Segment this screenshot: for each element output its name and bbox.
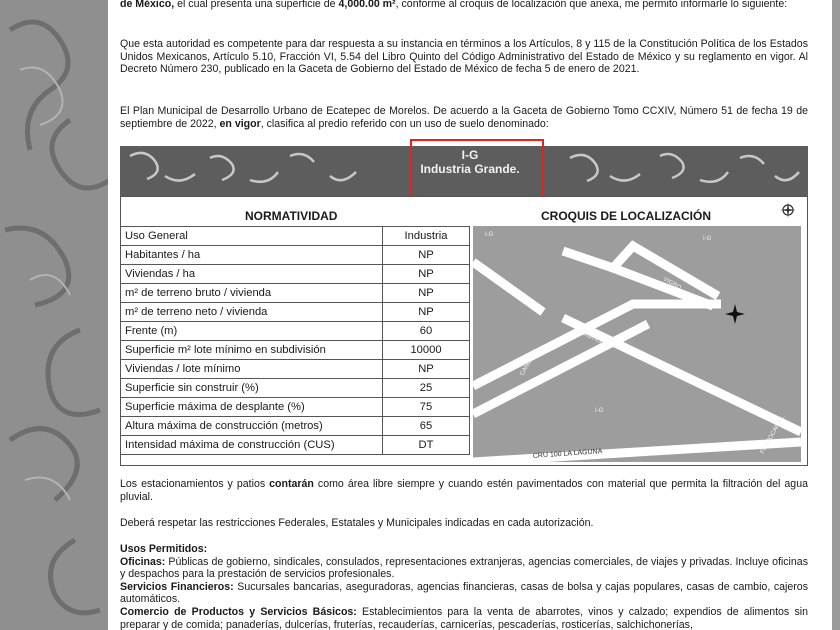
street-label: CAÑOTOS xyxy=(519,348,540,377)
row-value: NP xyxy=(383,246,470,265)
row-value: 10000 xyxy=(383,341,470,360)
comercio-text: Establecimientos para la venta de abarrotes, vinos y calzado; expendios de alimentos sin preparar y de comida; panaderías, dulcerías, fruterías, recauderías, carnicerías, pescaderías, rosticerías, salchichonerías, xyxy=(120,605,808,630)
table-row xyxy=(121,322,470,341)
row-value: DT xyxy=(383,436,470,455)
street-label: VIGRO xyxy=(662,276,682,292)
ornament-pattern xyxy=(0,0,108,630)
block-label: I-G xyxy=(485,232,494,238)
plan-paragraph: El Plan Municipal de Desarrollo Urbano de Ecatepec de Morelos. De acuerdo a la Gaceta de Gobierno Tomo CCXIV, Número 51 de fecha 19 de septiembre de 2022, en vigor, clasifica al predio referido con un uso de suelo denominado: xyxy=(120,105,808,130)
row-value: Industria xyxy=(383,227,470,246)
page-edge xyxy=(832,0,840,630)
intro-paragraph: de México, el cual presenta una superficie de 4,000.00 m², conforme al croquis de localización que anexa, me permito informarle lo siguiente: xyxy=(120,0,788,10)
usos-heading: Usos Permitidos: xyxy=(120,543,208,555)
table-row xyxy=(121,398,470,417)
row-label: m² de terreno bruto / vivienda xyxy=(121,284,383,303)
decorative-border xyxy=(0,0,108,630)
row-value: NP xyxy=(383,303,470,322)
competence-paragraph: Que esta autoridad es competente para dar respuesta a su instancia en términos a los Artículos, 8 y 115 de la Constitución Política de los Estados Unidos Mexicanos, Artículo 5.10, Fracción VI, 5.54 del Libro Quinto del Código Administrativo del Estado de México y su reglamento en vigor. Al Decreto Número 230, publicado en la Gaceta de Gobierno del Estado de México de fecha 5 de enero de 2021. xyxy=(120,38,808,76)
table-row xyxy=(121,227,470,246)
block-label: I-G xyxy=(595,408,604,414)
highlight-box xyxy=(410,139,544,197)
land-use-code: I-G xyxy=(461,148,479,162)
table-row xyxy=(121,284,470,303)
oficinas-label: Oficinas: xyxy=(120,555,166,568)
row-label: Habitantes / ha xyxy=(121,246,383,265)
document-page xyxy=(108,0,832,630)
row-label: Superficie m² lote mínimo en subdivisión xyxy=(121,341,383,360)
table-row xyxy=(121,265,470,284)
table-row xyxy=(121,417,470,436)
row-label: Viviendas / lote mínimo xyxy=(121,360,383,379)
oficinas-text: Públicas de gobierno, sindicales, consulados, representaciones extranjeras, agencias comerciales, de viajes y privadas. Incluye oficinas y despachos para la prestación de servicios profesionales. xyxy=(120,555,808,581)
map-drawing xyxy=(473,226,801,462)
row-label: Uso General xyxy=(121,227,383,246)
compass-icon xyxy=(780,202,796,218)
row-label: Altura máxima de construcción (metros) xyxy=(121,417,383,436)
row-label: Intensidad máxima de construcción (CUS) xyxy=(121,436,383,455)
normatividad-table xyxy=(120,226,470,455)
table-row xyxy=(121,379,470,398)
row-value: NP xyxy=(383,265,470,284)
table-row xyxy=(121,436,470,455)
street-label: PLASTICOS xyxy=(576,328,610,349)
table-row xyxy=(121,246,470,265)
street-label: FERROCARRIL xyxy=(759,414,787,455)
row-value: 25 xyxy=(383,379,470,398)
row-label: Superficie sin construir (%) xyxy=(121,379,383,398)
table-row xyxy=(121,303,470,322)
financieros-text: Sucursales bancarias, aseguradoras, agencias financieras, casas de bolsa y cajas populares, casas de cambio, cajeros automáticos. xyxy=(120,580,808,606)
row-value: 65 xyxy=(383,417,470,436)
row-value: NP xyxy=(383,284,470,303)
restrictions-paragraph: Deberá respetar las restricciones Federales, Estatales y Municipales indicadas en cada autorización. xyxy=(120,517,594,529)
normatividad-heading: NORMATIVIDAD xyxy=(245,209,338,223)
row-value: 75 xyxy=(383,398,470,417)
row-value: NP xyxy=(383,360,470,379)
location-map xyxy=(473,226,801,462)
row-label: m² de terreno neto / vivienda xyxy=(121,303,383,322)
comercio-label: Comercio de Productos y Servicios Básicos: xyxy=(120,605,357,618)
financieros-label: Servicios Financieros: xyxy=(120,580,234,593)
row-value: 60 xyxy=(383,322,470,341)
croquis-heading: CROQUIS DE LOCALIZACIÓN xyxy=(541,209,711,223)
street-label: CRU 100 LA LAGUNA xyxy=(532,448,603,460)
land-use-name: Industria Grande. xyxy=(420,162,520,176)
parking-paragraph: Los estacionamientos y patios contarán como área libre siempre y cuando estén pavimentados con material que permita la filtración del agua pluvial. xyxy=(120,478,808,503)
row-label: Viviendas / ha xyxy=(121,265,383,284)
table-row xyxy=(121,341,470,360)
usos-section xyxy=(120,543,808,630)
location-marker-icon xyxy=(725,304,745,324)
streets xyxy=(473,246,801,462)
table-row xyxy=(121,360,470,379)
row-label: Superficie máxima de desplante (%) xyxy=(121,398,383,417)
row-label: Frente (m) xyxy=(121,322,383,341)
block-label: I-G xyxy=(703,236,712,242)
